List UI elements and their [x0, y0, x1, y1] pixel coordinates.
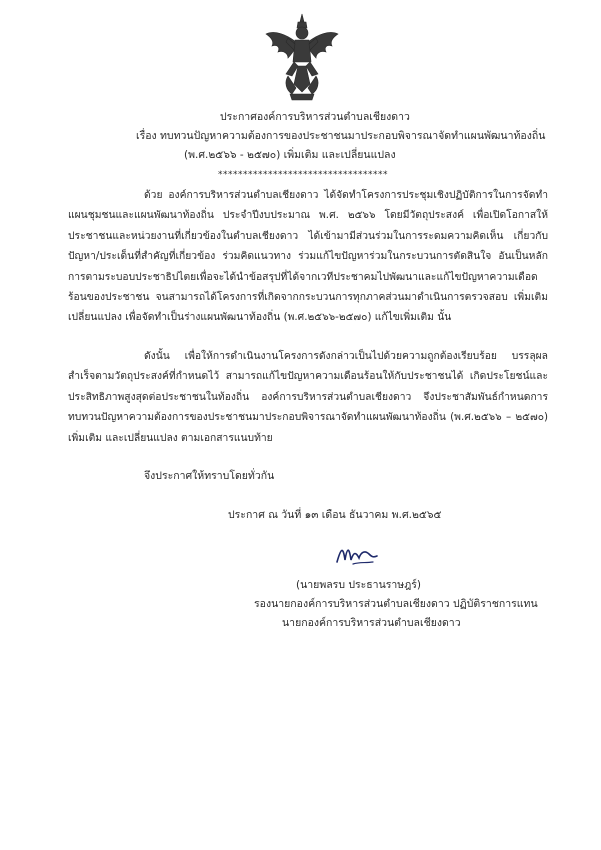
handwritten-signature — [333, 540, 381, 568]
signatory-name: (นายพลรบ ประธานราษฎร์) — [296, 579, 421, 591]
body-paragraph-2: ดังนั้น เพื่อให้การดำเนินงานโครงการดังกล่าวเป็นไปด้วยความถูกต้องเรียบร้อย บรรลุผลสำเร็จตามวัตถุประสงค์ที่กำหนดไว้ สามารถแก้ไขปัญหาความเดือนร้อนให้กับประชาชนได้ เกิดประโยชน์และประสิทธิภาพสูงสุดต่อประชาชนในท้องถิ่น องค์การบริหารส่วนตำบลเชียงดาว จึงประชาสัมพันธ์กำหนดการทบทวนปัญหาความต้องการของประชาชนมาประกอบพิจารณาจัดทำแผนพัฒนาท้องถิ่น (พ.ศ.๒๕๖๖ – ๒๕๗๐) เพิ่มเติม และเปลี่ยนแปลง ตามเอกสารแนบท้าย — [68, 350, 548, 444]
body-paragraph-1: ด้วย องค์การบริหารส่วนตำบลเชียงดาว ได้จัดทำโครงการประชุมเชิงปฏิบัติการในการจัดทำแผนชุมชนและแผนพัฒนาท้องถิ่น ประจำปีงบประมาณ พ.ศ. ๒๕๖๖ โดยมีวัตถุประสงค์ เพื่อเปิดโอกาสให้ประชาชนและหน่วยงานที่เกี่ยวข้องในตำบลเชียงดาว ได้เข้ามามีส่วนร่วมในการระดมความคิดเห็น เกี่ยวกับปัญหา/ประเด็นที่สำคัญที่เกี่ยวข้อง ร่วมคิดแนวทาง ร่วมแก้ไขปัญหาร่วมในกระบวนการตัดสินใจ อันเป็นหลักการตามระบอบประชาธิปไตยเพื่อจะได้นำข้อสรุปที่ได้จากเวทีประชาคมไปพัฒนาและแก้ไขปัญหาความเดือดร้อนของประชาชน จนสามารถได้โครงการที่เกิดจากกระบวนการทุกภาคส่วนมาดำเนินการตรวจสอบ เพิ่มเติม เปลี่ยนแปลง เพื่อจัดทำเป็นร่างแผนพัฒนาท้องถิ่น (พ.ศ.๒๕๖๖-๒๕๗๐) แก้ไขเพิ่มเติม นั้น — [68, 189, 548, 324]
signatory-position-1: รองนายกองค์การบริหารส่วนตำบลเชียงดาว ปฏิบัติราชการแทน — [254, 598, 538, 610]
announcement-title: ประกาศองค์การบริหารส่วนตำบลเชียงดาว — [220, 111, 410, 123]
garuda-emblem-icon — [264, 12, 340, 102]
announcement-date: ประกาศ ณ วันที่ ๑๓ เดือน ธันวาคม พ.ศ.๒๕๖๕ — [228, 509, 442, 521]
body-paragraph-3: จึงประกาศให้ทราบโดยทั่วกัน — [144, 470, 275, 482]
signatory-position-2: นายกองค์การบริหารส่วนตำบลเชียงดาว — [282, 617, 461, 629]
separator-stars: ********************************** — [218, 170, 388, 180]
announcement-subject: เรื่อง ทบทวนปัญหาความต้องการของประชาชนมาประกอบพิจารณาจัดทำแผนพัฒนาท้องถิ่น — [136, 130, 546, 142]
announcement-period: (พ.ศ.๒๕๖๖ - ๒๕๗๐) เพิ่มเติม และเปลี่ยนแปลง — [184, 149, 396, 161]
